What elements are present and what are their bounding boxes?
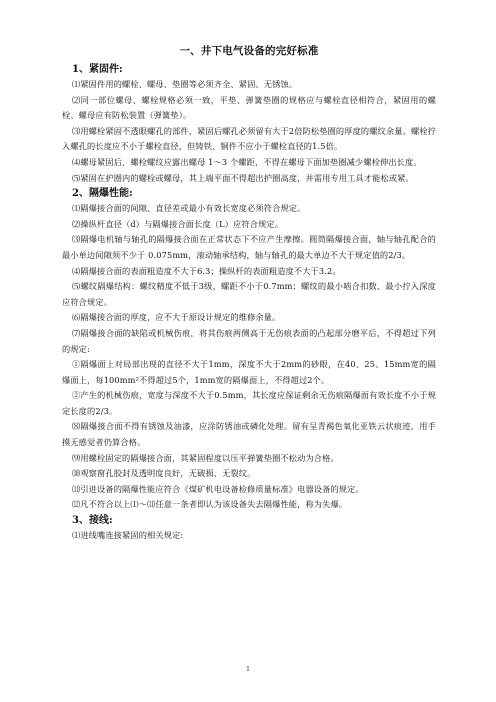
section-fasteners xyxy=(62,62,436,186)
paragraph: ⑶用螺栓紧固不透眼螺孔的部件，紧固后螺孔必须留有大于2倍防松垫圈的厚度的螺纹余量。螺栓拧入螺孔的长度应不小于螺栓直径，但铸铁、铜件不应小于螺栓直径的1.5倍。 xyxy=(62,125,436,152)
section-heading: 1、紧固件: xyxy=(72,64,123,75)
paragraph: ⑵同一部位螺母、螺栓规格必须一致，平垫、弹簧垫圈的规格应与螺栓直径相符合，紧固用的螺栓、螺母应有防松装置（弹簧垫）。 xyxy=(62,94,436,121)
paragraph: ⑹隔爆接合面的厚度，应不大于原设计规定的维修余量。 xyxy=(72,312,281,323)
paragraph: ⑸紧固在护圈内的螺栓或螺母，其上端平面不得超出护圈高度，并需用专用工具才能松或紧。 xyxy=(72,172,414,183)
paragraph: ⑷隔爆接合面的表面粗造度不大于6.3；操纵杆的表面粗造度不大于3.2。 xyxy=(72,265,341,276)
paragraph: ⑻隔爆接合面不得有锈蚀及油漆，应涂防锈油或磷化处理。留有呈青褐色氧化亚铁云状痕迹，用手摸无感觉者仍算合格。 xyxy=(62,421,436,448)
document-title: 一、井下电气设备的完好标准 xyxy=(179,45,319,57)
paragraph: ⑿凡不符合以上⑴～⑾任意一条者即认为该设备失去隔爆性能，称为失爆。 xyxy=(72,499,348,510)
paragraph: ⑼用螺栓固定的隔爆接合面，其紧固程度以压平弹簧垫圈不松动为合格。 xyxy=(72,452,339,463)
page-number: 1 xyxy=(246,666,250,673)
paragraph: ②产生的机械伤痕，宽度与深度不大于0.5mm，其长度应保证剩余无伤痕隔爆面有效长度不小于规定长度的2/3。 xyxy=(62,390,436,416)
section-explosion-proof xyxy=(62,186,436,513)
paragraph: ①隔爆面上对局部出现的直径不大于1mm，深度不大于2mm的砂眼，在40、25、15mm宽的隔爆面上，每100mm²不得超过5个，1mm宽的隔爆面上，不得超过2个。 xyxy=(62,359,436,385)
section-heading: 2、隔爆性能: xyxy=(72,188,133,200)
paragraph: ⑾引进设备的隔爆性能应符合《煤矿机电设备检修质量标准》电器设备的规定。 xyxy=(72,483,364,494)
paragraph: ⑴紧固件用的螺栓、螺母、垫圈等必须齐全、紧固、无锈蚀。 xyxy=(72,79,298,89)
section-wiring xyxy=(62,513,436,544)
paragraph: ⑺隔爆接合面的缺陷或机械伤痕，将其伤痕两侧高于无伤痕表面的凸起部分磨平后，不得超过下列的规定: xyxy=(62,327,436,354)
paragraph: ⑸螺纹隔爆结构：螺纹精度不低于3级，螺距不小于0.7mm；螺纹的最小啮合扣数、最小拧入深度应符合规定。 xyxy=(62,281,436,307)
document-body xyxy=(62,44,436,544)
paragraph: ⑴隔爆接合面的间隙、直径差或最小有效长宽度必须符合规定。 xyxy=(72,203,306,214)
paragraph: ⑽观察窗孔胶封及透明度良好，无破损、无裂纹。 xyxy=(72,468,256,479)
section-heading: 3、接线: xyxy=(72,515,113,527)
paragraph: ⑶隔爆电机轴与轴孔的隔爆接合面在正常状态下不应产生摩擦。圆筒隔爆接合面，轴与轴孔配合的最小单边间隙须不少于 0.075mm，滚动轴承结构，轴与轴孔的最大单边不大于规定值的2/3。 xyxy=(62,234,436,260)
paragraph: ⑵操纵杆直径（d）与隔爆接合面长度（L）应符合规定。 xyxy=(72,218,284,229)
paragraph: ⑴进线嘴连接紧固的相关规定: xyxy=(72,530,184,541)
paragraph: ⑷螺母紧固后，螺栓螺纹应露出螺母 1～3 个螺距，不得在螺母下面加垫圈减少螺栓伸出长度。 xyxy=(72,156,422,167)
